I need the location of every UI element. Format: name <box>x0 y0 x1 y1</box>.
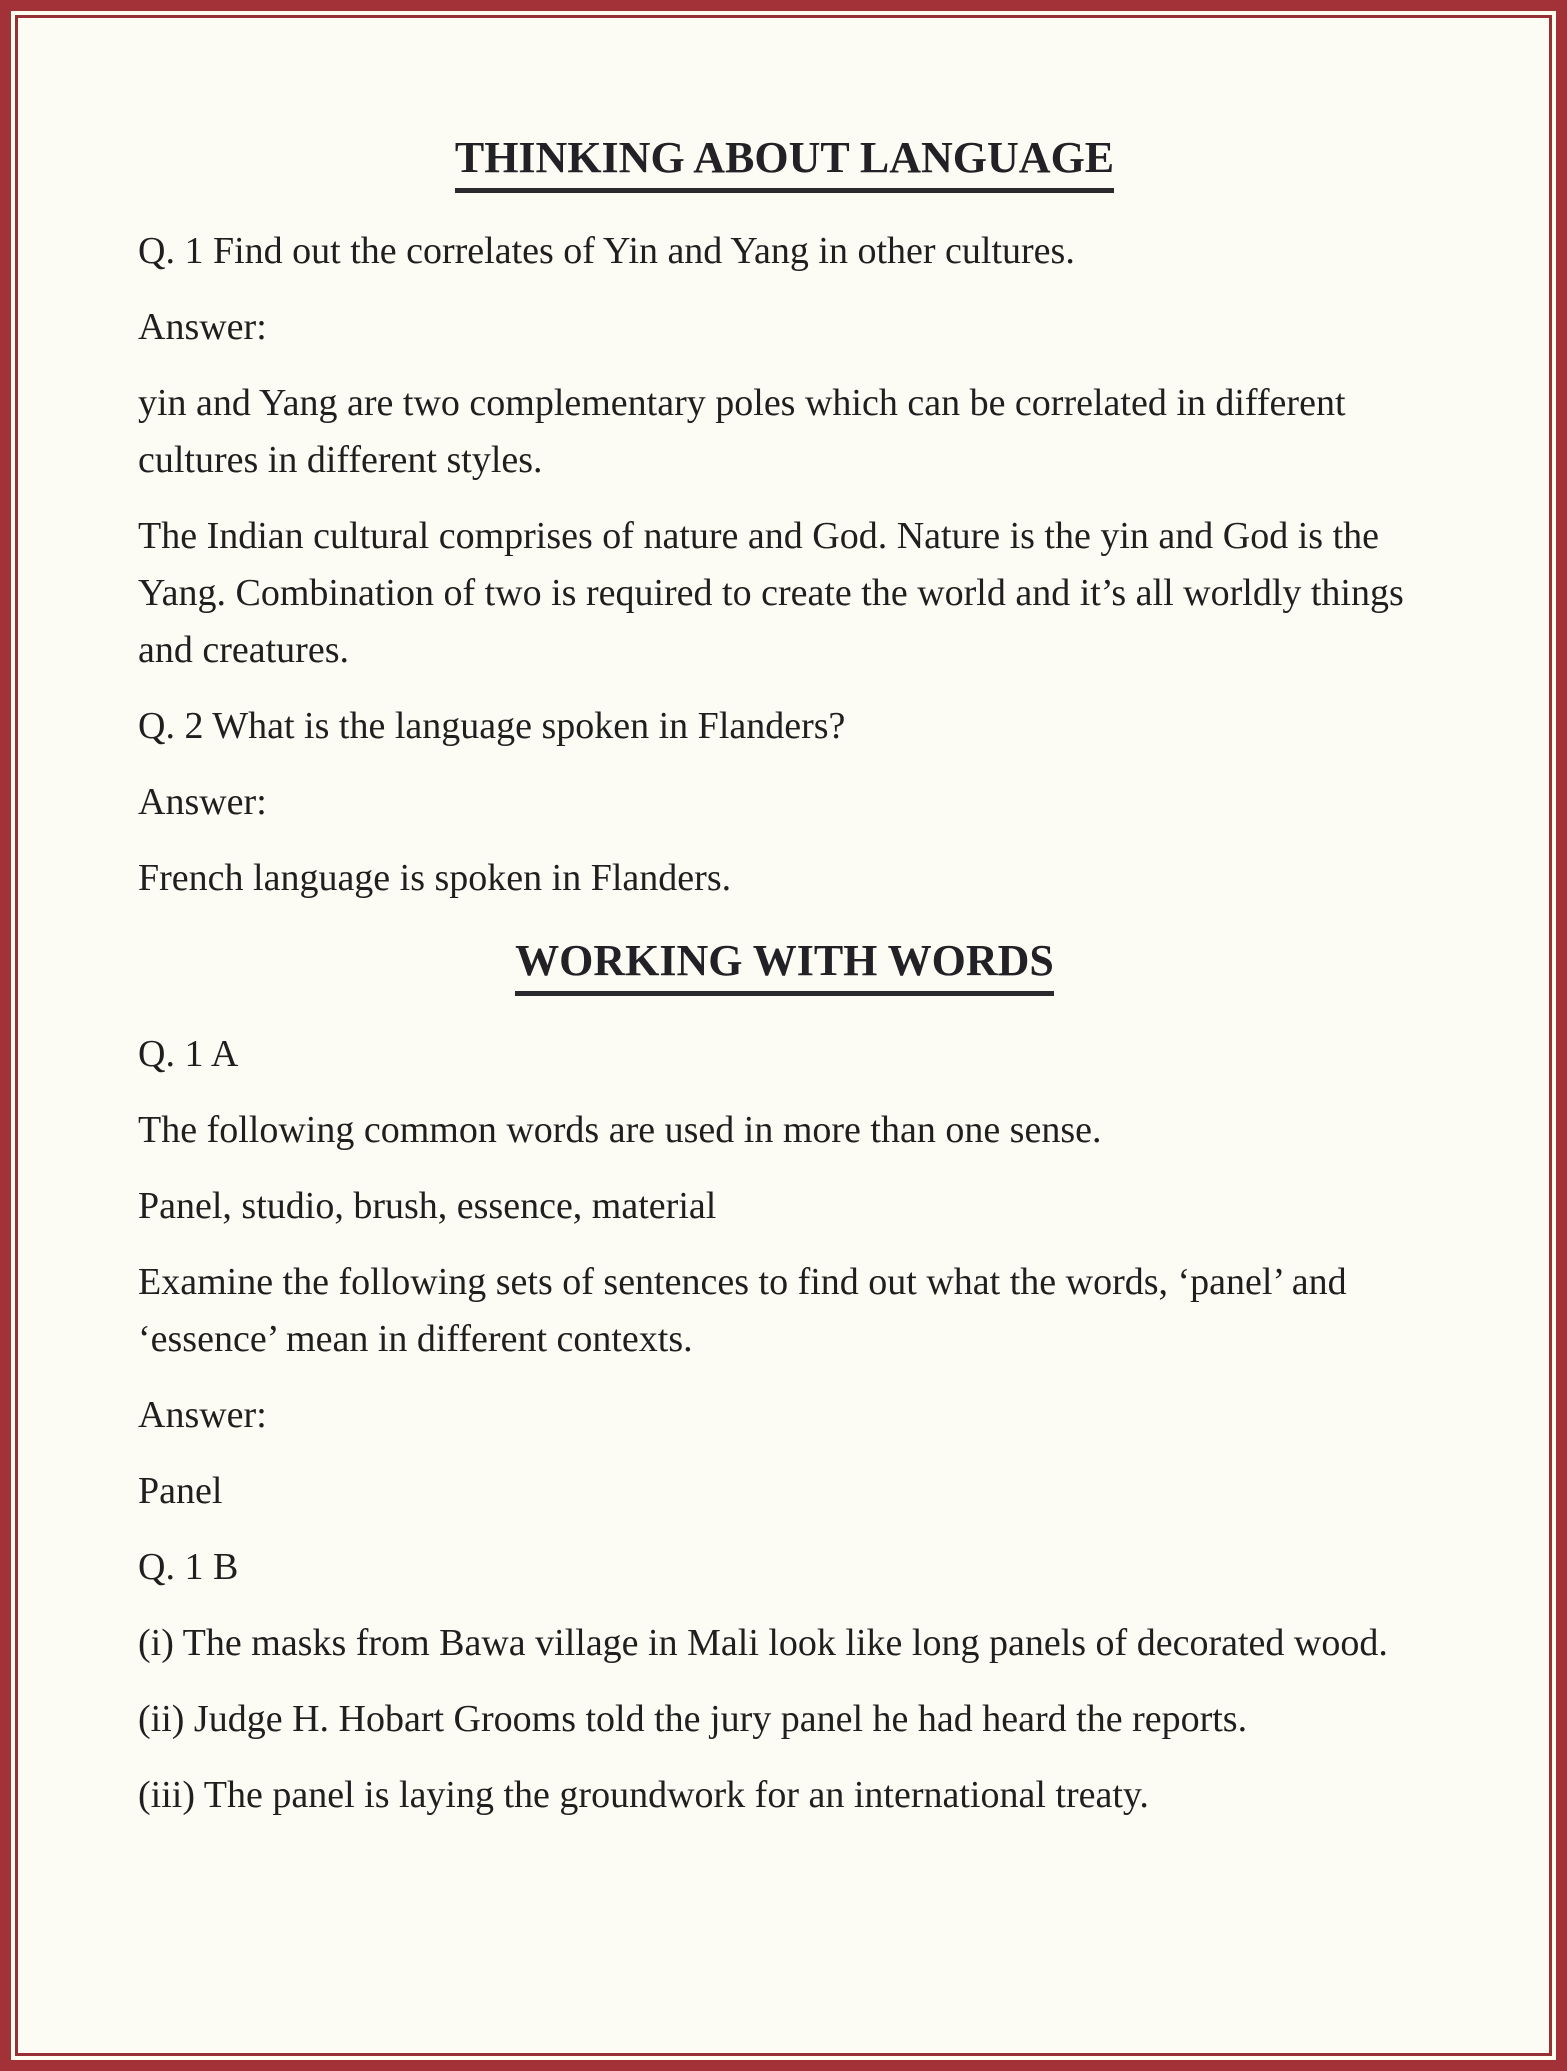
sentence-iii: (iii) The panel is laying the groundwork for an international treaty. <box>138 1774 1149 1816</box>
question-1a-instruction: Examine the following sets of sentences to find out what the words, ‘panel’ and ‘essence’ mean in different contexts. <box>138 1261 1347 1360</box>
answer-label-2: Answer: <box>138 781 267 823</box>
sentence-i: (i) The masks from Bawa village in Mali look like long panels of decorated wood. <box>138 1622 1388 1664</box>
question-2: Q. 2 What is the language spoken in Flanders? <box>138 705 846 747</box>
question-1: Q. 1 Find out the correlates of Yin and Yang in other cultures. <box>138 230 1075 272</box>
answer-2-paragraph: French language is spoken in Flanders. <box>138 857 732 899</box>
question-1b-label: Q. 1 B <box>138 1546 239 1588</box>
answer-1-paragraph-2: The Indian cultural comprises of nature and God. Nature is the yin and God is the Yang. Combination of two is required to create the world and it’s all worldly things and creatures. <box>138 515 1404 671</box>
section-heading-thinking-about-language <box>138 130 1431 193</box>
document-content <box>138 130 1431 1824</box>
question-1a-label: Q. 1 A <box>138 1033 239 1075</box>
answer-1-paragraph-1: yin and Yang are two complementary poles which can be correlated in different cultures in different styles. <box>138 382 1346 481</box>
page-inner-border <box>15 15 1552 2056</box>
question-1a-word-list: Panel, studio, brush, essence, material <box>138 1185 717 1227</box>
answer-label-1: Answer: <box>138 306 267 348</box>
sentence-ii: (ii) Judge H. Hobart Grooms told the jury panel he had heard the reports. <box>138 1698 1248 1740</box>
heading-text: WORKING WITH WORDS <box>515 933 1054 996</box>
heading-text: THINKING ABOUT LANGUAGE <box>455 130 1114 193</box>
section-heading-working-with-words <box>138 933 1431 996</box>
question-1a-text: The following common words are used in more than one sense. <box>138 1109 1102 1151</box>
answer-label-3: Answer: <box>138 1394 267 1436</box>
answer-3-word: Panel <box>138 1470 223 1512</box>
